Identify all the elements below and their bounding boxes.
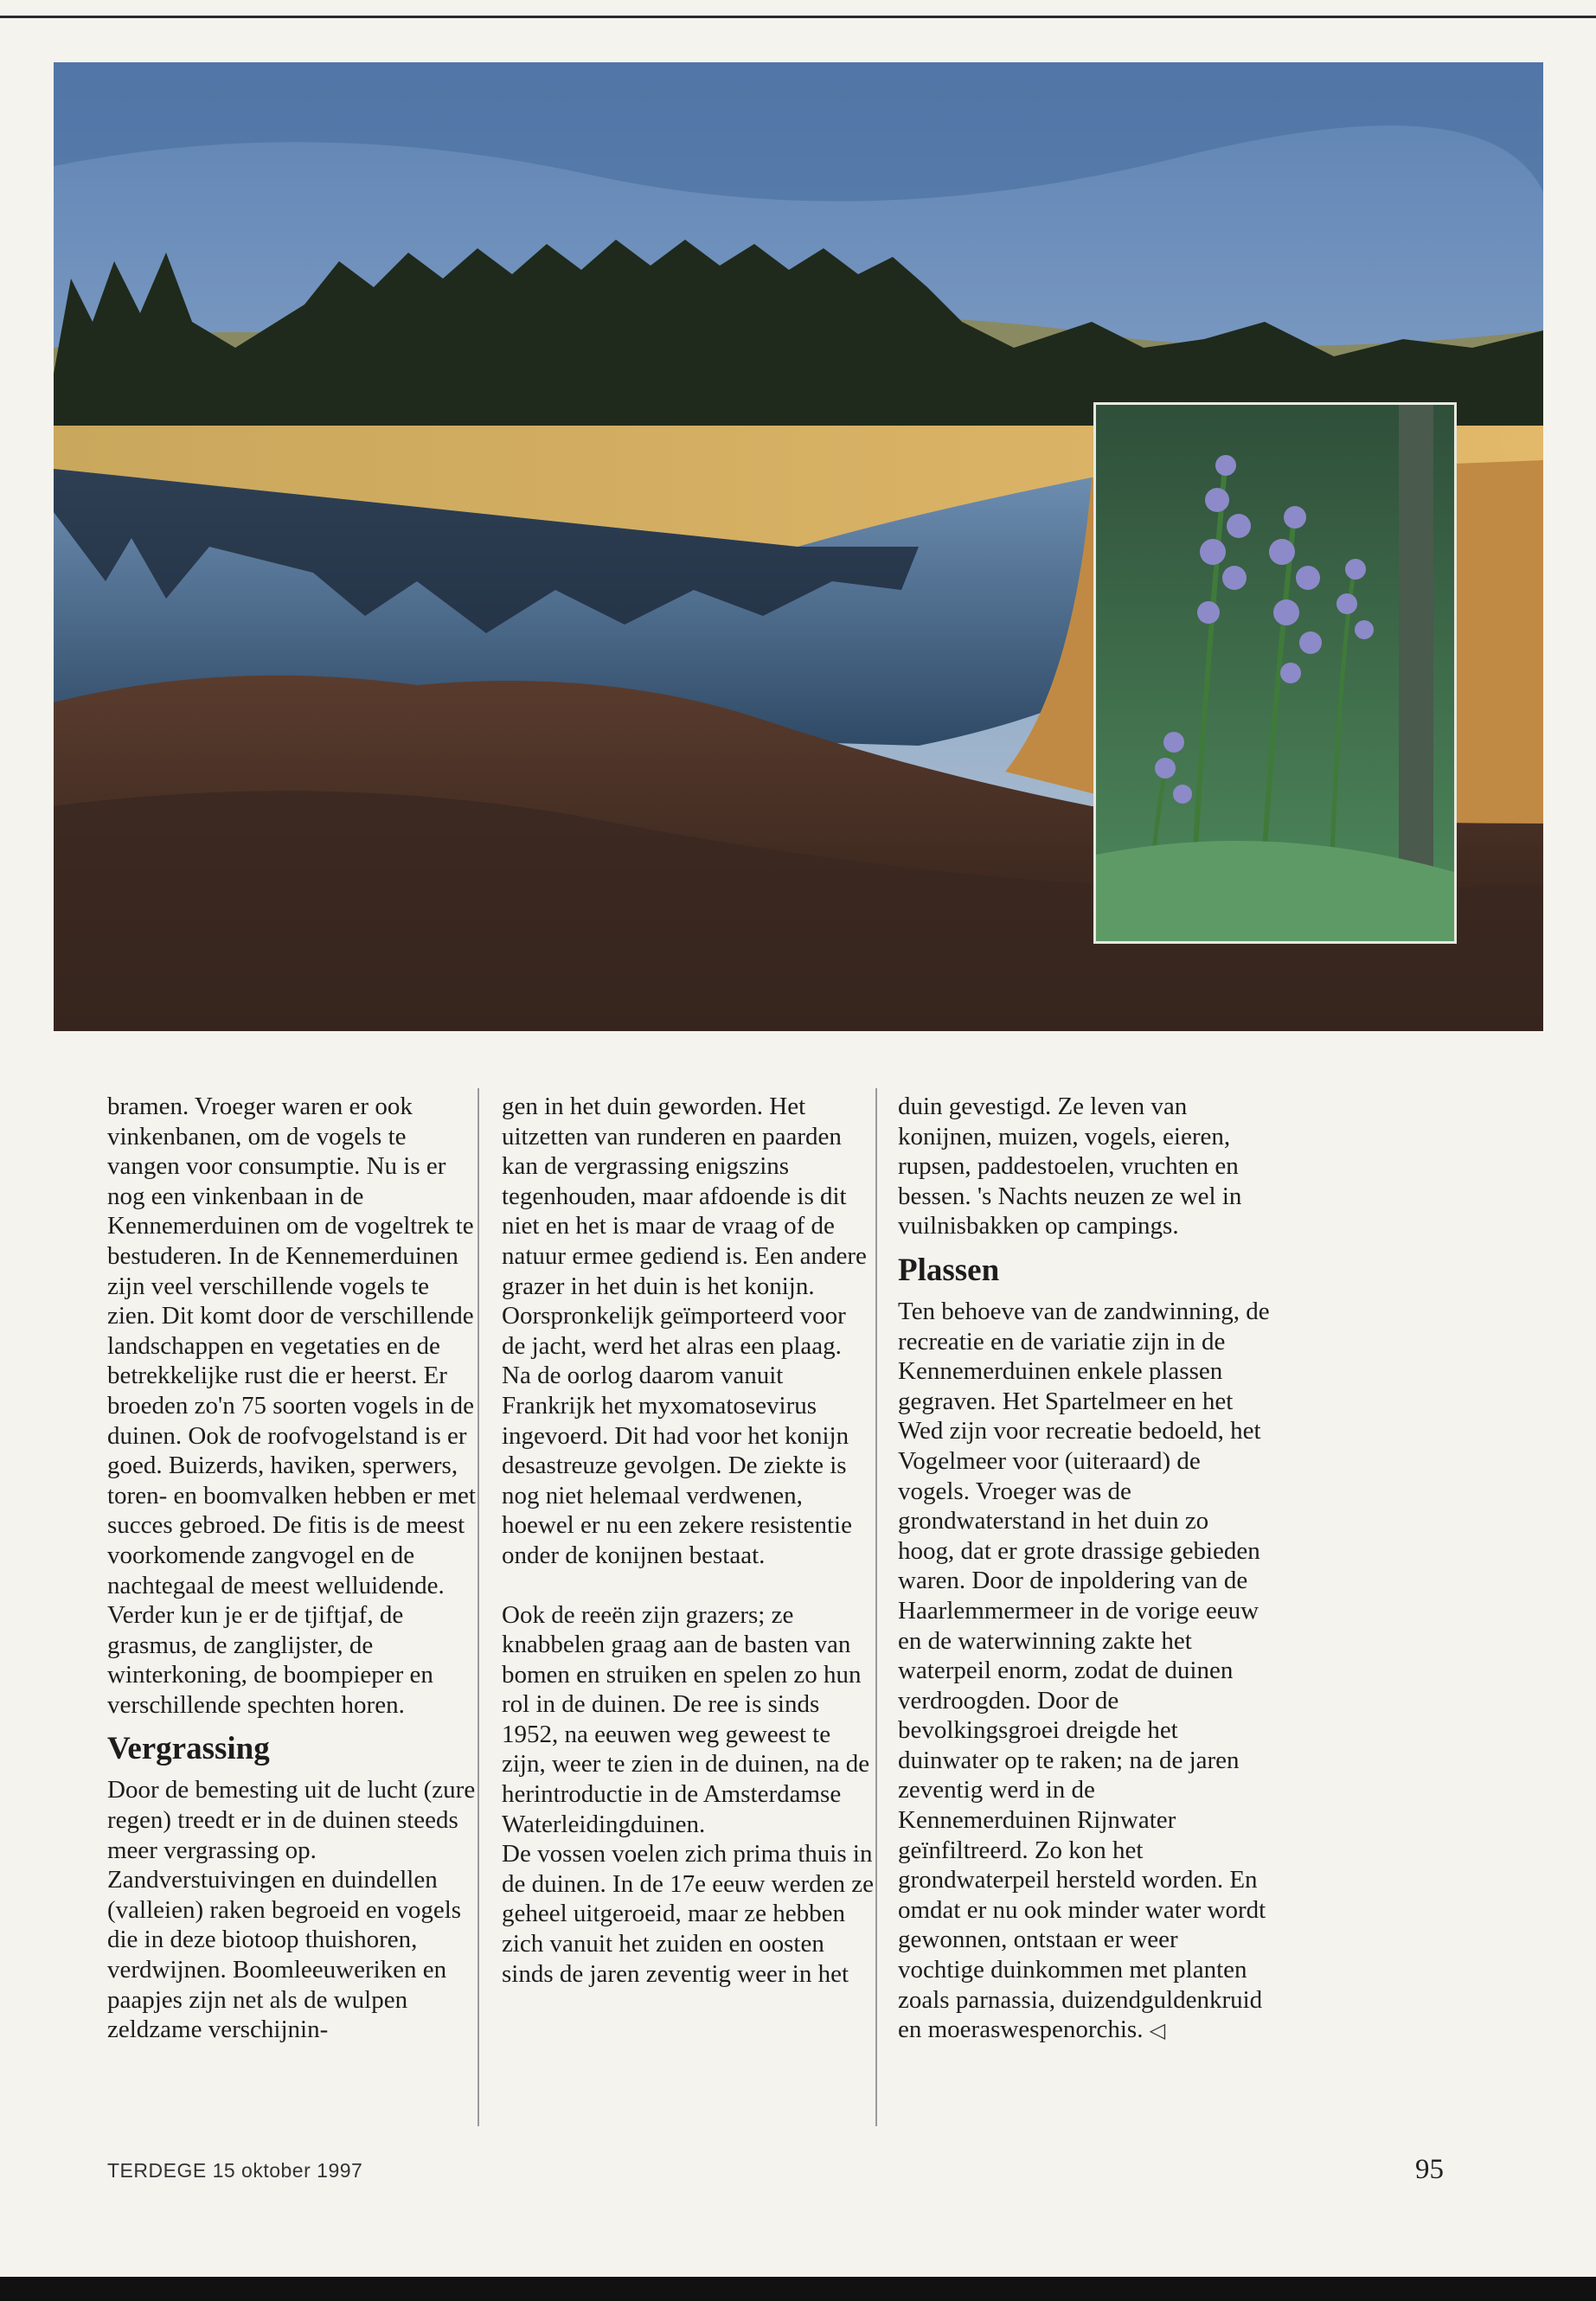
paragraph: duin gevestigd. Ze leven van konijnen, muizen, vogels, eieren, rupsen, paddestoelen, vruchten en bessen. 's Nachts neuzen ze wel in vuilnisbakken op campings.: [898, 1093, 1242, 1240]
text-column-3: [898, 1092, 1270, 2047]
paragraph: bramen. Vroeger waren er ook vinkenbanen, om de vogels te vangen voor consumptie. Nu is er nog een vinkenbaan in de Kennemerduinen om de vogeltrek te bestuderen. In de Kennemerduinen zijn veel verschillende vogels te zien. Dit komt door de verschillende landschappen en vegetaties en de betrekkelijke rust die er heerst. Er broeden zo'n 75 soorten vogels in de duinen. Ook de roofvogelstand is er goed. Buizerds, haviken, sperwers, toren- en boomvalken hebben er met succes gebroed. De fitis is de meest voorkomende zangvogel en de nachtegaal de meest welluidende. Verder kun je er de tjiftjaf, de grasmus, de zanglijster, de winterkoning, de boompieper en verschillende spechten horen.: [107, 1093, 476, 1719]
column-divider: [875, 1088, 877, 2126]
bluebell-inset-photo: [1093, 402, 1457, 944]
top-rule: [0, 16, 1596, 18]
paragraph: [898, 1297, 1270, 2047]
section-heading-vergrassing: Vergrassing: [107, 1731, 270, 1767]
page-number: 95: [1415, 2154, 1444, 2185]
paragraph: De vossen voelen zich prima thuis in de duinen. In de 17e eeuw werden ze geheel uitgeroeid, maar ze hebben zich vanuit het zuiden en oosten sinds de jaren zeventig weer in het: [502, 1840, 874, 1988]
paragraph: gen in het duin geworden. Het uitzetten van runderen en paarden kan de vergrassing enigszins tegenhouden, maar afdoende is dit niet en het is maar de vraag of de natuur ermee gediend is. Een andere grazer in het duin is het konijn. Oorspronkelijk geïmporteerd voor de jacht, werd het alras een plaag. Na de oorlog daarom vanuit Frankrijk het myxomatosevirus ingevoerd. Dit had voor het konijn desastreuze gevolgen. De ziekte is nog niet helemaal verdwenen, hoewel er nu een zekere resistentie onder de konijnen bestaat.: [502, 1093, 867, 1569]
end-of-article-marker: ◁: [1149, 2020, 1166, 2043]
text-column-1: [107, 1092, 479, 2045]
paragraph: Ook de reeën zijn grazers; ze knabbelen graag aan de basten van bomen en struiken en spelen zo hun rol in de duinen. De ree is sinds 1952, na eeuwen weg geweest te zijn, weer te zien in de duinen, na de herintroductie in de Amsterdamse Waterleidingduinen.: [502, 1600, 870, 1838]
bottom-edge: [0, 2277, 1596, 2301]
publication-footer: TERDEGE 15 oktober 1997: [107, 2159, 363, 2182]
section-heading-plassen: Plassen: [898, 1252, 1000, 1288]
paragraph-text: Ten behoeve van de zandwinning, de recreatie en de variatie zijn in de Kennemerduinen enkele plassen gegraven. Het Spartelmeer en het Wed zijn voor recreatie bedoeld, het Vogelmeer voor (uiteraard) de vogels. Vroeger was de grondwaterstand in het duin zo hoog, dat er grote drassige gebieden waren. Door de inpoldering van de Haarlemmermeer in de vorige eeuw en de waterwinning zakte het waterpeil enorm, zodat de duinen verdroogden. Door de bevolkingsgroei dreigde het duinwater op te raken; na de jaren zeventig werd in de Kennemerduinen Rijnwater geïnfiltreerd. Zo kon het grondwaterpeil hersteld worden. En omdat er nu ook minder water wordt gewonnen, ontstaan er weer vochtige duinkommen met planten zoals parnassia, duizendguldenkruid en moeraswespenorchis.: [898, 1297, 1270, 2044]
text-column-2: [502, 1092, 874, 1989]
paragraph: Door de bemesting uit de lucht (zure regen) treedt er in de duinen steeds meer vergrassing op. Zandverstuivingen en duindellen (valleien) raken begroeid en vogels die in deze biotoop thuishoren, verdwijnen. Boomleeuweriken en paapjes zijn net als de wulpen zeldzame verschijnin-: [107, 1776, 476, 2044]
